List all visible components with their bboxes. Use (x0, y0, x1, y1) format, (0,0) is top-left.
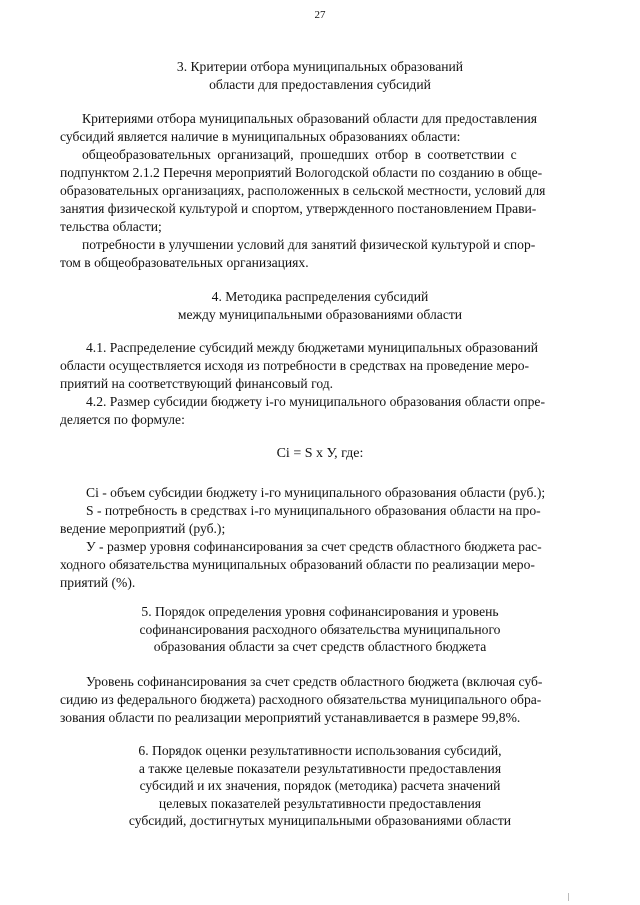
heading-line: области для предоставления субсидий (209, 76, 431, 92)
definition-line: Ci - объем субсидии бюджету i-го муниципального образования области (руб.); (86, 485, 546, 500)
heading-line: софинансирования расходного обязательства муниципального (139, 621, 501, 637)
text-line: подпунктом 2.1.2 Перечня мероприятий Вологодской области по созданию в обще- (60, 165, 543, 180)
text-line: Уровень софинансирования за счет средств областного бюджета (включая суб- (86, 674, 543, 689)
text-line: том в общеобразовательных организациях. (60, 255, 309, 270)
text-line: приятий на соответствующий финансовый год. (60, 376, 334, 391)
definition-line: ходного обязательства муниципальных образований области по реализации меро- (60, 557, 535, 572)
definition-line: приятий (%). (60, 575, 136, 590)
definition-line: У - размер уровня софинансирования за счет средств областного бюджета рас- (86, 539, 542, 554)
text-line: Критериями отбора муниципальных образований области для предоставления (82, 111, 538, 126)
section-4-heading (40, 288, 600, 323)
section-3-heading (40, 58, 600, 93)
text-line: сидию из федерального бюджета) расходного обязательства муниципального обра- (60, 692, 542, 707)
heading-line: целевых показателей результативности предоставления (158, 795, 482, 811)
text-line: области осуществляется исходя из потребности в средствах на проведение меро- (60, 358, 530, 373)
heading-line: 6. Порядок оценки результативности использования субсидий, (138, 743, 502, 758)
heading-line: между муниципальными образованиями области (177, 306, 463, 322)
page-number: 27 (314, 9, 326, 21)
text-line: потребности в улучшении условий для занятий физической культурой и спор- (82, 237, 536, 252)
heading-line: 3. Критерии отбора муниципальных образований (176, 59, 464, 74)
text-line: 4.1. Распределение субсидий между бюджетами муниципальных образований (86, 340, 538, 355)
text-line: зования области по реализации мероприятий устанавливается в размере 99,8%. (60, 710, 521, 725)
section-4-body (60, 339, 600, 429)
heading-line: 5. Порядок определения уровня софинансирования и уровень (141, 604, 499, 619)
section-5-heading (40, 603, 600, 656)
text-line: занятия физической культурой и спортом, утвержденного постановлением Прави- (60, 201, 537, 216)
heading-line: субсидий и их значения, порядок (методика) расчета значений (139, 778, 501, 794)
text-line: общеобразовательных организаций, прошедших отбор в соответствии с (82, 147, 517, 162)
heading-line: образования области за счет средств областного бюджета (153, 639, 487, 655)
section-5-body (60, 673, 600, 727)
text-line: 4.2. Размер субсидии бюджету i-го муниципального образования области опре- (86, 394, 545, 409)
formula: Ci = S x У, где: (276, 446, 364, 461)
text-line: образовательных организациях, расположенных в сельской местности, условий для (60, 183, 546, 198)
heading-line: а также целевые показатели результативности предоставления (138, 760, 502, 776)
text-line: деляется по формуле: (60, 412, 185, 427)
section-6-heading (40, 742, 600, 830)
heading-line: субсидий, достигнутых муниципальными образованиями области (128, 813, 512, 829)
scan-mark (568, 893, 569, 901)
heading-line: 4. Методика распределения субсидий (211, 289, 429, 304)
text-line: субсидий является наличие в муниципальных образованиях области: (60, 129, 461, 144)
definition-line: ведение мероприятий (руб.); (60, 521, 226, 536)
section-3-body (60, 110, 600, 272)
definition-line: S - потребность в средствах i-го муниципального образования области на про- (86, 503, 541, 518)
text-line: тельства области; (60, 219, 162, 234)
definitions (60, 484, 600, 592)
